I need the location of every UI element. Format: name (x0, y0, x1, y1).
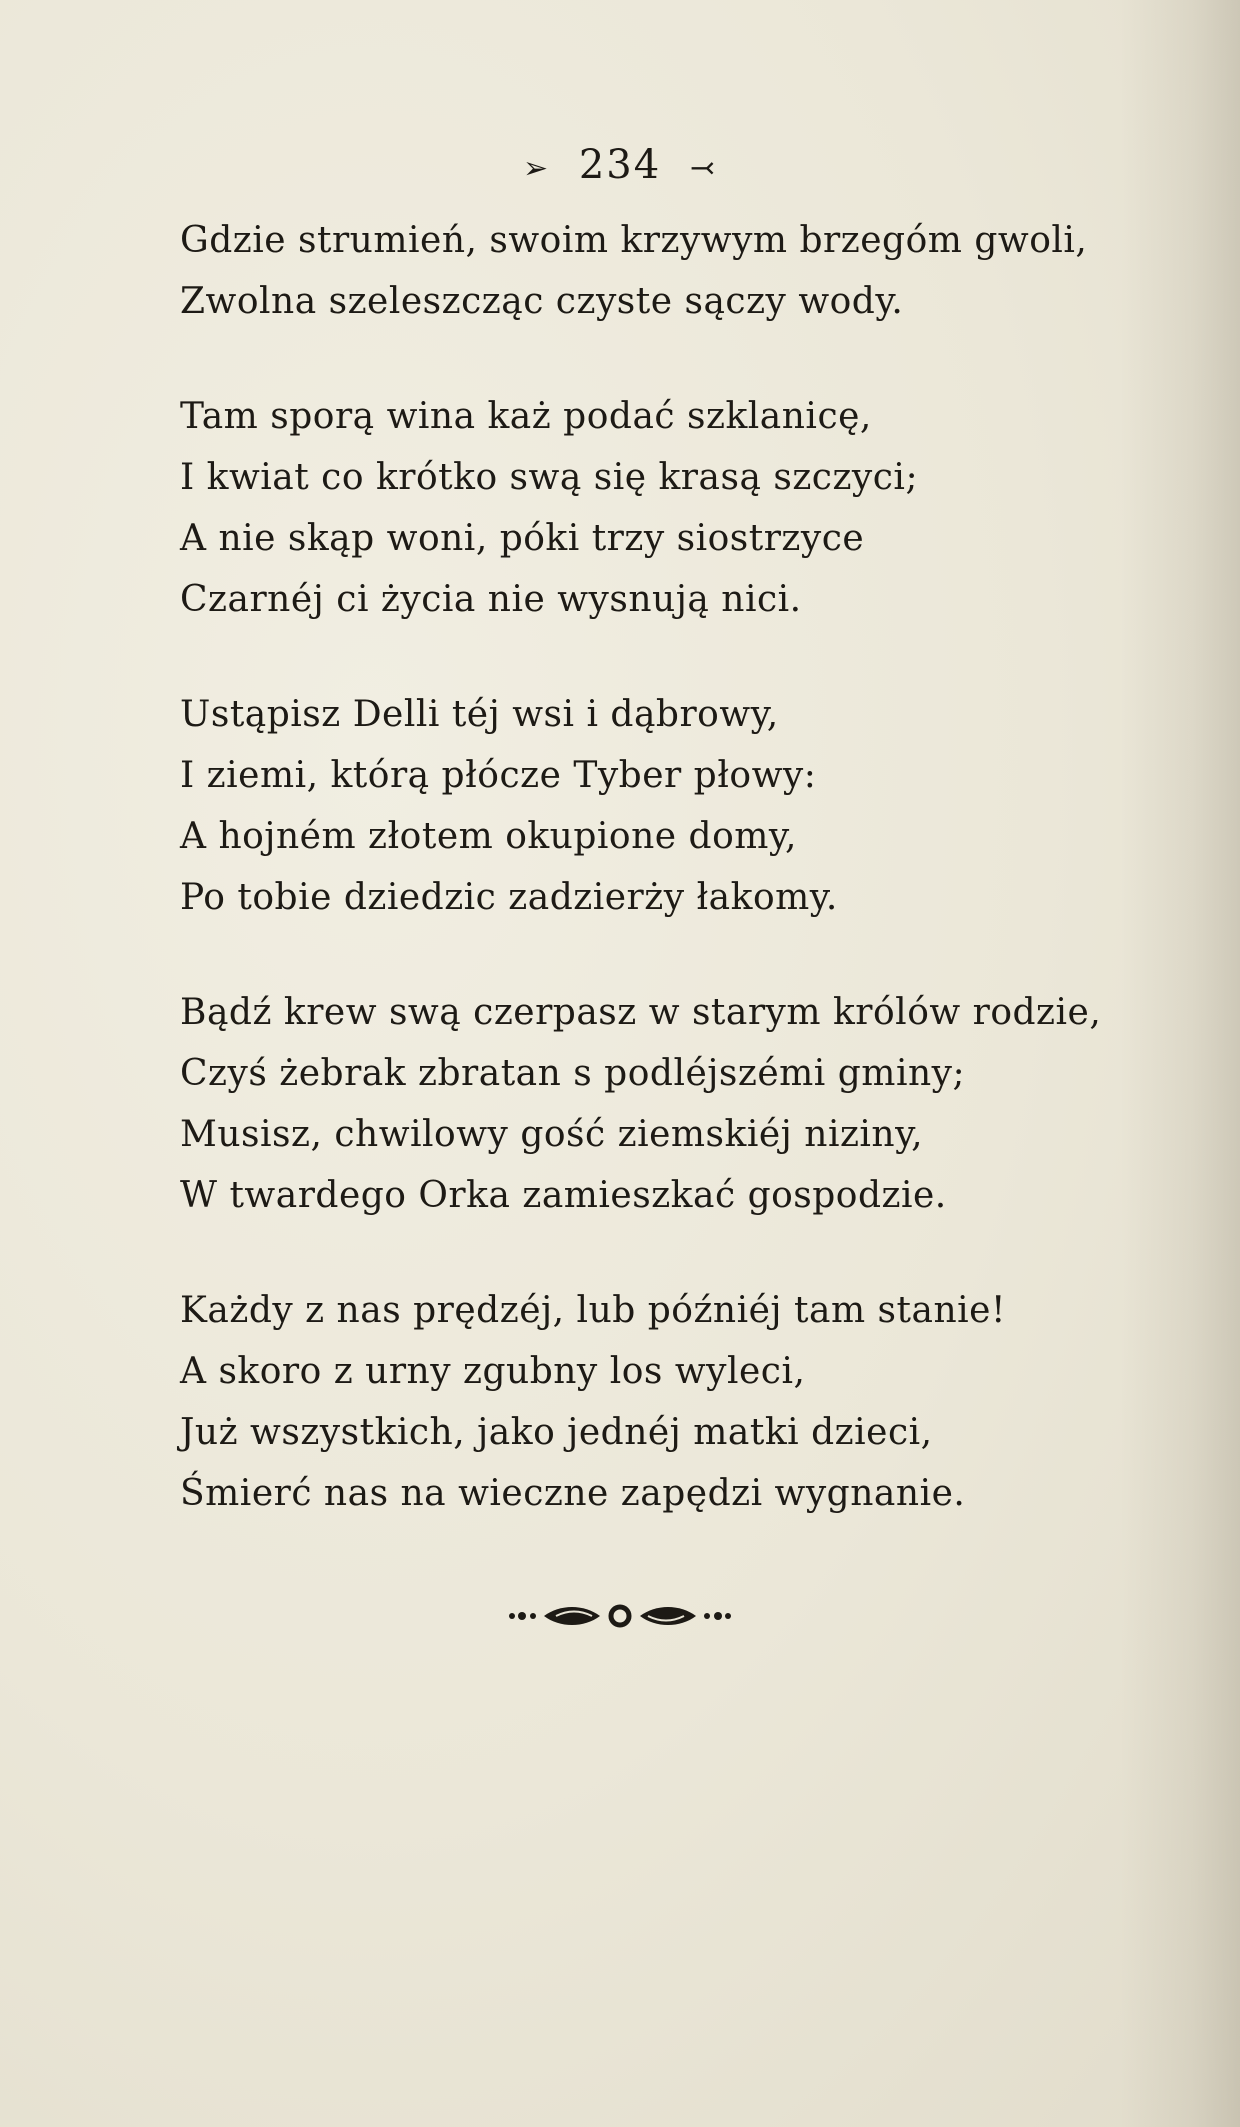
verse-line: Bądź krew swą czerpasz w starym królów rodzie, (180, 992, 1102, 1033)
verse-line: Ustąpisz Delli téj wsi i dąbrowy, (180, 694, 779, 735)
verse-line: Po tobie dziedzic zadzierży łakomy. (180, 877, 838, 918)
ornament-left-icon: ➢ (522, 150, 551, 186)
verse-line: Czarnéj ci życia nie wysnują nici. (180, 579, 802, 620)
verse-line: I kwiat co krótko swą się krasą szczyci; (180, 457, 919, 498)
divider-ornament-icon (500, 1598, 740, 1634)
verse-line: Czyś żebrak zbratan s podléjszémi gminy; (180, 1053, 966, 1094)
verse-line: Każdy z nas prędzéj, lub późniéj tam stanie! (180, 1290, 1006, 1331)
page-number (0, 142, 1240, 188)
verse-line: Śmierć nas na wieczne zapędzi wygnanie. (180, 1473, 966, 1514)
poem-text (180, 210, 1140, 1578)
page-number-value: 234 (578, 142, 662, 188)
verse-line: Zwolna szeleszcząc czyste sączy wody. (180, 281, 904, 322)
verse-line: Już wszystkich, jako jednéj matki dzieci, (180, 1412, 933, 1453)
verse-line: I ziemi, którą płócze Tyber płowy: (180, 755, 817, 796)
stanza-3 (180, 684, 1140, 928)
verse-line: A hojném złotem okupione domy, (180, 816, 797, 857)
verse-line: Tam sporą wina każ podać szklanicę, (180, 396, 872, 437)
verse-line: A nie skąp woni, póki trzy siostrzyce (180, 518, 865, 559)
verse-line: Gdzie strumień, swoim krzywym brzegóm gwoli, (180, 220, 1088, 261)
stanza-1 (180, 210, 1140, 332)
ornamental-divider (0, 1598, 1240, 1638)
stanza-4 (180, 982, 1140, 1226)
stanza-2 (180, 386, 1140, 630)
verse-line: A skoro z urny zgubny los wyleci, (180, 1351, 806, 1392)
ornament-right-icon: ⤙ (689, 150, 718, 186)
stanza-5 (180, 1280, 1140, 1524)
verse-line: W twardego Orka zamieszkać gospodzie. (180, 1175, 947, 1216)
verse-line: Musisz, chwilowy gość ziemskiéj niziny, (180, 1114, 924, 1155)
